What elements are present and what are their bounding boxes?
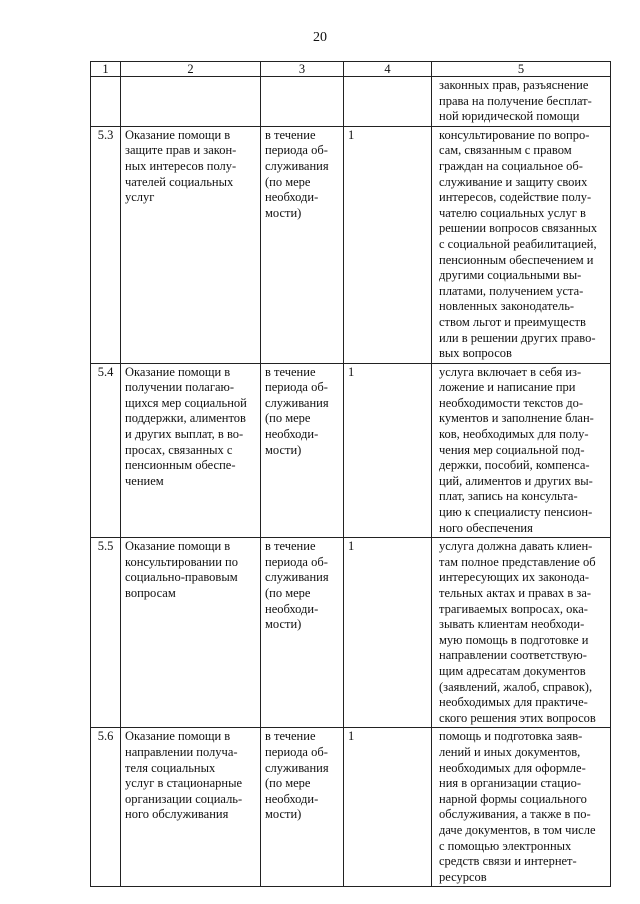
period-line: мости)	[265, 807, 302, 822]
desc-line: интересов, содействие полу-	[439, 190, 592, 205]
desc-line: ной юридической помощи	[439, 109, 580, 124]
desc-line: ков, необходимых для полу-	[439, 427, 589, 442]
desc-line: ством льгот и преимуществ	[439, 314, 586, 329]
services-table	[90, 61, 611, 887]
name-line: просах, связанных с	[125, 442, 233, 457]
row-number	[91, 77, 121, 127]
name-line: и других выплат, в во-	[125, 427, 244, 442]
desc-line: трагиваемых вопросах, ока-	[439, 601, 588, 616]
period-line: мости)	[265, 205, 302, 220]
period-line: необходи-	[265, 601, 319, 616]
table-row	[91, 728, 611, 887]
period-line: в течение	[265, 127, 316, 142]
desc-line: другими социальными вы-	[439, 268, 582, 283]
desc-line: законных прав, разъяснение	[439, 78, 589, 92]
desc-line: решении вопросов связанных	[439, 221, 598, 236]
desc-line: даче документов, в том числе	[439, 822, 596, 837]
desc-line: с социальной реабилитацией,	[439, 236, 597, 251]
service-description	[432, 538, 611, 728]
desc-line: платами, получением уста-	[439, 283, 584, 298]
service-quantity: 1	[344, 363, 432, 538]
name-line: получении полагаю-	[125, 380, 235, 395]
desc-line: направлении соответствую-	[439, 648, 587, 663]
name-line: вопросам	[125, 586, 176, 600]
period-line: необходи-	[265, 427, 319, 442]
desc-line: лений и иных документов,	[439, 744, 581, 759]
desc-line: служивание и защиту своих	[439, 174, 588, 189]
service-name	[121, 728, 261, 887]
desc-line: услуга включает в себя из-	[439, 364, 582, 379]
desc-line: ресурсов	[439, 869, 487, 884]
desc-line: или в решении других право-	[439, 330, 596, 345]
name-line: чением	[125, 473, 164, 488]
name-line: консультировании по	[125, 554, 238, 569]
name-line: щихся мер социальной	[125, 395, 247, 410]
desc-line: ций, алиментов и других вы-	[439, 473, 593, 488]
table-row	[91, 538, 611, 728]
desc-line: там полное представление об	[439, 554, 596, 569]
desc-line: цию к специалисту пенсион-	[439, 505, 593, 520]
service-description	[432, 126, 611, 363]
desc-line: тельных актах и правах в за-	[439, 586, 592, 600]
period-line: (по мере	[265, 586, 311, 600]
period-line: служивания	[265, 158, 329, 173]
service-quantity: 1	[344, 126, 432, 363]
desc-line: чения мер социальной под-	[439, 442, 585, 457]
service-name	[121, 538, 261, 728]
name-line: ного обслуживания	[125, 807, 229, 822]
name-line: теля социальных	[125, 760, 216, 775]
header-col-5: 5	[432, 62, 611, 77]
desc-line: зывать клиентам необходи-	[439, 617, 585, 632]
desc-line: новленных законодатель-	[439, 299, 575, 314]
desc-line: с помощью электронных	[439, 838, 572, 853]
row-number: 5.6	[91, 728, 121, 887]
service-period	[261, 77, 344, 127]
service-name	[121, 77, 261, 127]
name-line: услуг	[125, 190, 155, 205]
desc-line: вых вопросов	[439, 346, 512, 361]
period-line: служивания	[265, 760, 329, 775]
row-number: 5.3	[91, 126, 121, 363]
period-line: (по мере	[265, 411, 311, 426]
period-line: периода об-	[265, 143, 328, 158]
desc-line: права на получение бесплат-	[439, 93, 592, 108]
name-line: Оказание помощи в	[125, 539, 231, 554]
header-col-2: 2	[121, 62, 261, 77]
desc-line: ния в организации стацио-	[439, 776, 582, 791]
desc-line: средств связи и интернет-	[439, 854, 577, 869]
period-line: периода об-	[265, 554, 328, 569]
service-description	[432, 728, 611, 887]
name-line: направлении получа-	[125, 744, 238, 759]
desc-line: помощь и подготовка заяв-	[439, 729, 583, 744]
table-row	[91, 77, 611, 127]
desc-line: необходимых для оформле-	[439, 760, 586, 775]
service-description	[432, 363, 611, 538]
row-number: 5.5	[91, 538, 121, 728]
desc-line: нарной формы социального	[439, 791, 587, 806]
page-number: 20	[313, 30, 327, 45]
name-line: поддержки, алиментов	[125, 411, 246, 426]
header-col-3: 3	[261, 62, 344, 77]
desc-line: щим адресатам документов	[439, 663, 586, 678]
row-number: 5.4	[91, 363, 121, 538]
name-line: защите прав и закон-	[125, 143, 237, 158]
service-quantity: 1	[344, 538, 432, 728]
period-line: периода об-	[265, 380, 328, 395]
desc-line: консультирование по вопро-	[439, 127, 590, 142]
desc-line: необходимости текстов до-	[439, 395, 584, 410]
desc-line: держки, пособий, компенса-	[439, 458, 590, 473]
desc-line: кументов и заполнение блан-	[439, 411, 594, 426]
name-line: чателей социальных	[125, 174, 234, 189]
service-period	[261, 126, 344, 363]
name-line: услуг в стационарные	[125, 776, 243, 791]
desc-line: необходимых для практиче-	[439, 695, 588, 710]
header-col-4: 4	[344, 62, 432, 77]
desc-line: ложение и написание при	[439, 380, 576, 395]
period-line: в течение	[265, 364, 316, 379]
table-row	[91, 126, 611, 363]
period-line: служивания	[265, 395, 329, 410]
period-line: периода об-	[265, 744, 328, 759]
period-line: (по мере	[265, 174, 311, 189]
service-name	[121, 126, 261, 363]
service-period	[261, 538, 344, 728]
desc-line: мую помощь в подготовке и	[439, 632, 589, 647]
name-line: ных интересов полу-	[125, 158, 237, 173]
name-line: социально-правовым	[125, 570, 238, 585]
service-period	[261, 728, 344, 887]
period-line: в течение	[265, 729, 316, 744]
name-line: Оказание помощи в	[125, 364, 231, 379]
desc-line: услуга должна давать клиен-	[439, 539, 593, 554]
period-line: служивания	[265, 570, 329, 585]
period-line: мости)	[265, 617, 302, 632]
period-line: необходи-	[265, 190, 319, 205]
header-col-1: 1	[91, 62, 121, 77]
desc-line: ного обеспечения	[439, 520, 533, 535]
period-line: (по мере	[265, 776, 311, 791]
desc-line: плат, запись на консульта-	[439, 489, 578, 504]
desc-line: интересующих их законода-	[439, 570, 590, 585]
service-name	[121, 363, 261, 538]
desc-line: сам, связанным с правом	[439, 143, 572, 158]
name-line: Оказание помощи в	[125, 127, 231, 142]
desc-line: обслуживания, а также в по-	[439, 807, 591, 822]
name-line: пенсионным обеспе-	[125, 458, 236, 473]
desc-line: граждан на социальное об-	[439, 158, 583, 173]
name-line: Оказание помощи в	[125, 729, 231, 744]
name-line: организации социаль-	[125, 791, 243, 806]
service-description	[432, 77, 611, 127]
desc-line: ского решения этих вопросов	[439, 710, 596, 725]
header-row	[91, 62, 611, 77]
table-row	[91, 363, 611, 538]
service-quantity: 1	[344, 728, 432, 887]
desc-line: пенсионным обеспечением и	[439, 252, 594, 267]
service-period	[261, 363, 344, 538]
period-line: в течение	[265, 539, 316, 554]
period-line: мости)	[265, 442, 302, 457]
service-quantity	[344, 77, 432, 127]
period-line: необходи-	[265, 791, 319, 806]
desc-line: (заявлений, жалоб, справок),	[439, 679, 593, 694]
desc-line: чателю социальных услуг в	[439, 205, 586, 220]
